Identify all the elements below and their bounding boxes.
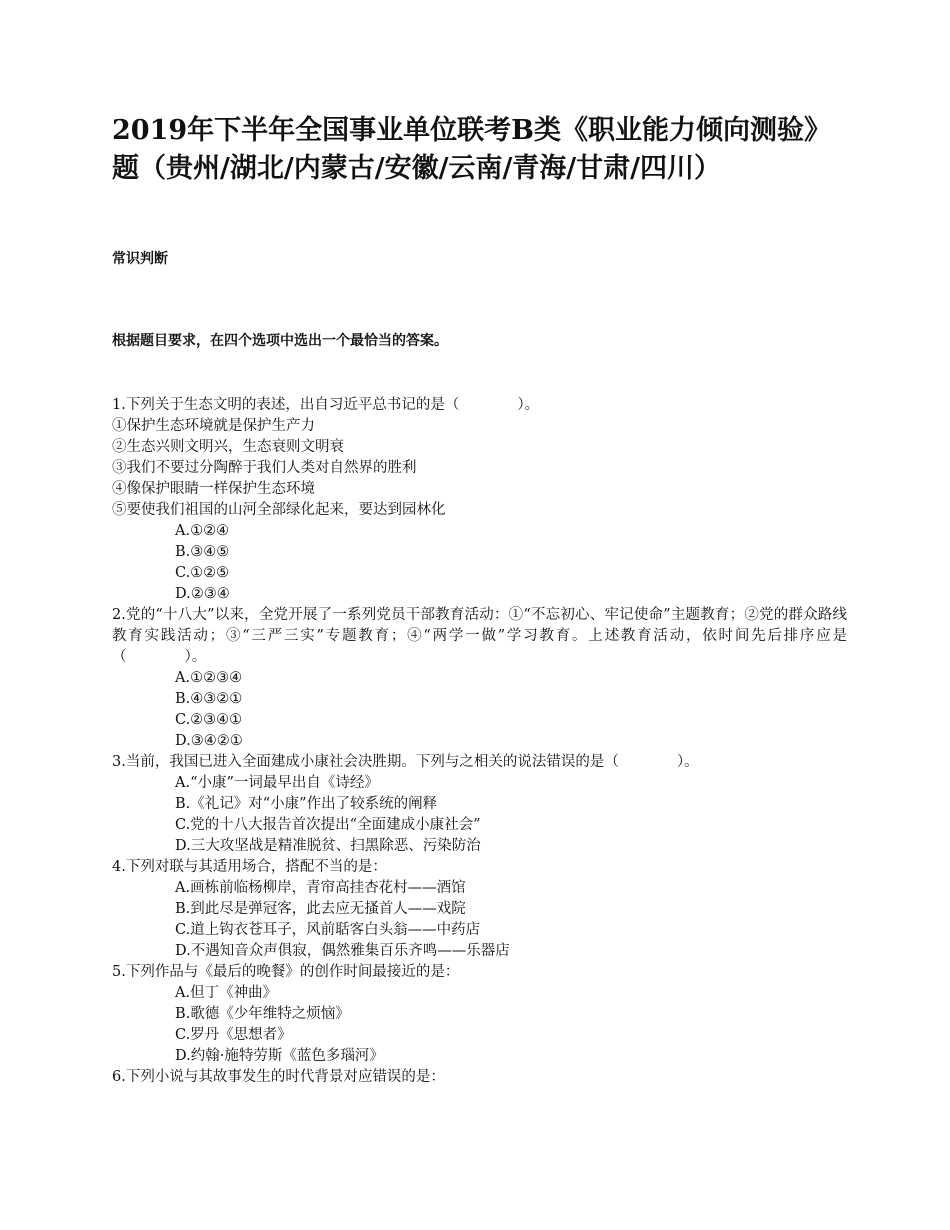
- answer-option-d: D.③④②①: [175, 733, 243, 749]
- answer-option-c: C.罗丹《思想者》: [175, 1027, 292, 1043]
- question-5: [112, 962, 847, 1067]
- statement-line: ①保护生态环境就是保护生产力: [112, 418, 315, 434]
- answer-option-b: B.到此尽是弹冠客，此去应无搔首人——戏院: [175, 901, 466, 917]
- answer-option-c: C.道上钩衣苍耳子，风前聒客白头翁——中药店: [175, 922, 481, 938]
- statement-line: ⑤要使我们祖国的山河全部绿化起来，要达到园林化: [112, 502, 446, 518]
- answer-option-d: D.三大攻坚战是精准脱贫、扫黑除恶、污染防治: [175, 838, 481, 854]
- title-line-2: 题（贵州/湖北/内蒙古/安徽/云南/青海/甘肃/四川）: [112, 153, 722, 184]
- answer-option-c: C.①②⑤: [175, 565, 230, 581]
- question-1: [112, 395, 847, 605]
- document-title: [112, 112, 852, 188]
- section-heading: 常识判断: [112, 251, 168, 267]
- question-stem: 3.当前，我国已进入全面建成小康社会决胜期。下列与之相关的说法错误的是（ ）。: [112, 754, 699, 770]
- title-line-1: 2019年下半年全国事业单位联考B类《职业能力倾向测验》: [112, 115, 831, 146]
- instructions: 根据题目要求，在四个选项中选出一个最恰当的答案。: [112, 333, 448, 349]
- question-stem: 1.下列关于生态文明的表述，出自习近平总书记的是（ ）。: [112, 397, 540, 413]
- question-stem: 5.下列作品与《最后的晚餐》的创作时间最接近的是：: [112, 964, 460, 980]
- statement-line: ③我们不要过分陶醉于我们人类对自然界的胜利: [112, 460, 417, 476]
- statement-line: ④像保护眼睛一样保护生态环境: [112, 481, 315, 497]
- answer-option-d: D.约翰·施特劳斯《蓝色多瑙河》: [175, 1048, 384, 1064]
- question-stem: 6.下列小说与其故事发生的时代背景对应错误的是：: [112, 1069, 445, 1085]
- answer-option-c: C.②③④①: [175, 712, 243, 728]
- answer-option-d: D.②③④: [175, 586, 230, 602]
- question-2: [112, 605, 847, 752]
- question-6: [112, 1067, 847, 1088]
- question-stem: 2.党的“十八大”以来，全党开展了一系列党员干部教育活动：①“不忘初心、牢记使命”主题教育；②党的群众路线教育实践活动；③“三严三实”专题教育；④“两学一做”学习教育。上述教育活动，依时间先后排序应是（ ）。: [112, 607, 847, 665]
- answer-option-a: A.画栋前临杨柳岸，青帘高挂杏花村——酒馆: [175, 880, 466, 896]
- question-3: [112, 752, 847, 857]
- question-stem: 4.下列对联与其适用场合，搭配不当的是：: [112, 859, 387, 875]
- answer-option-b: B.《礼记》对“小康”作出了较系统的阐释: [175, 796, 438, 812]
- question-list: [112, 395, 847, 1088]
- answer-option-c: C.党的十八大报告首次提出“全面建成小康社会”: [175, 817, 481, 833]
- answer-option-d: D.不遇知音众声俱寂，偶然雅集百乐齐鸣——乐器店: [175, 943, 510, 959]
- answer-option-a: A.①②④: [175, 523, 230, 539]
- question-4: [112, 857, 847, 962]
- answer-option-b: B.歌德《少年维特之烦恼》: [175, 1006, 350, 1022]
- answer-option-a: A.“小康”一词最早出自《诗经》: [175, 775, 379, 791]
- answer-option-b: B.③④⑤: [175, 544, 230, 560]
- answer-option-b: B.④③②①: [175, 691, 243, 707]
- answer-option-a: A.但丁《神曲》: [175, 985, 278, 1001]
- statement-line: ②生态兴则文明兴，生态衰则文明衰: [112, 439, 344, 455]
- answer-option-a: A.①②③④: [175, 670, 243, 686]
